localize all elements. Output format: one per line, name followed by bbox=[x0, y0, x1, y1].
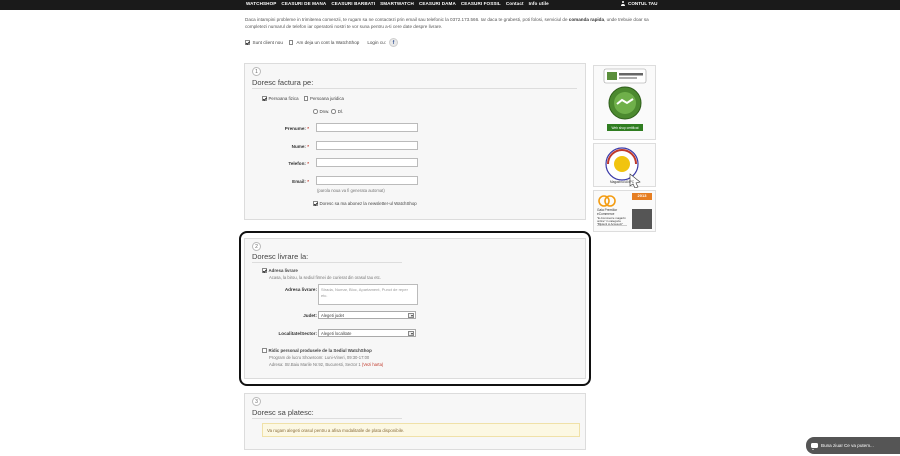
account-link[interactable] bbox=[621, 1, 657, 6]
pickup-address: Adresa: Str.Baiu Marile Nr.92, Bucuresti, Sector 1 bbox=[269, 362, 361, 367]
gpec-line2: eCommerce bbox=[597, 212, 615, 216]
nav-item-ceasuri-fossil[interactable]: CEASURI FOSSIL bbox=[460, 1, 501, 6]
payment-notice: Va rugam alegeti orasul pentru a afisa modalitatile de plata disponibile. bbox=[262, 423, 580, 437]
nav-item-ceasuri-de-mana[interactable]: CEASURI DE MANA bbox=[281, 1, 327, 6]
existing-account-label: Am deja un cont la WatchShop bbox=[296, 40, 360, 45]
address-hint: Acasa, la birou, la sediul firmei de curierat din orasul tau etc. bbox=[269, 275, 381, 280]
new-client-label: Sunt client nou bbox=[252, 40, 283, 45]
trusted-badge-label: Web shop certificat bbox=[611, 126, 639, 130]
persoana-juridica-checkbox[interactable] bbox=[304, 96, 309, 101]
nume-label bbox=[247, 144, 309, 149]
gpec-badge[interactable] bbox=[593, 190, 656, 232]
dl-radio[interactable] bbox=[331, 109, 336, 114]
dna-radio[interactable] bbox=[313, 109, 318, 114]
step-number: 2 bbox=[252, 242, 261, 251]
gpec-line1: Gala Premiilor bbox=[597, 208, 618, 212]
newsletter-label: Doresc sa ma abonez la newsletter-ul WatchShop bbox=[319, 201, 417, 206]
invoice-panel bbox=[244, 63, 586, 220]
nume-input[interactable] bbox=[316, 141, 418, 150]
nav-item-smartwatch[interactable]: SMARTWATCH bbox=[380, 1, 414, 6]
pickup-hours: Program de lucru Showroom: Luni-Vineri, 09:30-17:00 bbox=[269, 355, 370, 360]
anpc-badge-label: Magazinul ANPC bbox=[609, 180, 635, 184]
chat-bubble-icon bbox=[811, 443, 818, 448]
chat-label: Buna ziua! Ce va putem... bbox=[821, 443, 874, 448]
facebook-login-button[interactable]: f bbox=[389, 38, 398, 47]
county-value: Alegeti judet bbox=[321, 313, 345, 318]
title-radio-row bbox=[313, 109, 343, 114]
persoana-juridica-label: Persoana juridica bbox=[310, 96, 344, 101]
required-mark: * bbox=[307, 126, 309, 131]
map-link[interactable]: (Vezi harta) bbox=[361, 362, 384, 367]
gpec-quote: "E-Commerce magazin online" in categoria "Bijuterii si Accesorii" bbox=[597, 216, 626, 227]
intro-text-end: , unde trebuie doar sa completezi numarul de telefon iar operatorii nostri te vor suna pentru a-ti cere date despre livrare. bbox=[245, 17, 649, 29]
account-label: CONTUL TAU bbox=[628, 1, 658, 6]
county-label: Judet: bbox=[303, 313, 317, 318]
address-option-label: Adresa livrare bbox=[268, 268, 298, 273]
login-with-label: Login cu: bbox=[367, 40, 386, 45]
required-mark: * bbox=[307, 179, 309, 184]
prenume-label-text: Prenume: bbox=[284, 126, 306, 131]
telefon-label bbox=[247, 161, 309, 166]
newsletter-row bbox=[313, 201, 417, 206]
dl-label: Dl. bbox=[337, 109, 344, 114]
quick-order-link[interactable]: comanda rapida bbox=[568, 17, 605, 22]
nume-label-text: Nume: bbox=[291, 144, 306, 149]
city-value: Alegeti localitate bbox=[321, 331, 352, 336]
live-chat-button[interactable] bbox=[806, 437, 900, 454]
step-number: 3 bbox=[252, 397, 261, 406]
anpc-badge[interactable] bbox=[593, 143, 656, 187]
payment-panel bbox=[244, 393, 586, 450]
nav-item-ceasuri-dama[interactable]: CEASURI DAMA bbox=[418, 1, 456, 6]
person-type-row bbox=[262, 96, 344, 101]
intro-text bbox=[245, 17, 665, 30]
panel-title: Doresc livrare la: bbox=[252, 252, 309, 261]
prenume-input[interactable] bbox=[316, 123, 418, 132]
step-number: 1 bbox=[252, 67, 261, 76]
password-hint: (parola noua va fi generata automat) bbox=[317, 188, 385, 193]
email-label-text: Email: bbox=[292, 179, 306, 184]
panel-title: Doresc sa platesc: bbox=[252, 408, 314, 417]
newsletter-checkbox[interactable] bbox=[313, 201, 318, 206]
divider bbox=[252, 88, 577, 89]
persoana-fizica-label: Persoana fizica bbox=[268, 96, 299, 101]
address-textarea[interactable]: Strada, Numar, Bloc, Apartament, Punct de reper etc. bbox=[318, 284, 418, 305]
new-client-checkbox[interactable] bbox=[245, 40, 250, 45]
city-label: Localitate/Sector: bbox=[278, 331, 317, 336]
nav-item-info-utile[interactable]: Info utile bbox=[528, 1, 549, 6]
panel-title: Doresc factura pe: bbox=[252, 78, 314, 87]
gpec-year: 2013 bbox=[637, 193, 647, 198]
client-type-row bbox=[245, 38, 398, 47]
email-input[interactable] bbox=[316, 176, 418, 185]
prenume-label bbox=[247, 126, 309, 131]
nav-item-watchshop[interactable]: WATCHSHOP bbox=[246, 1, 277, 6]
highlight-frame bbox=[239, 231, 591, 386]
trusted-shop-badge[interactable] bbox=[593, 65, 656, 140]
telefon-label-text: Telefon: bbox=[288, 161, 306, 166]
nav-links bbox=[246, 1, 549, 6]
address-label: Adresa livrare: bbox=[284, 287, 317, 292]
required-mark: * bbox=[307, 144, 309, 149]
intro-text-start: Daca intampini probleme in trimiterea comenzii, te rugam sa ne contactezi prin email sau telefonic la 0372.173.566. Iar daca te grabesti, poti folosi, serviciul de bbox=[245, 17, 569, 22]
nav-item-contact[interactable]: Contact bbox=[505, 1, 524, 6]
user-icon bbox=[621, 1, 625, 6]
telefon-input[interactable] bbox=[316, 158, 418, 167]
divider bbox=[252, 418, 402, 419]
top-navigation bbox=[0, 0, 900, 10]
nav-item-ceasuri-barbati[interactable]: CEASURI BARBATI bbox=[331, 1, 376, 6]
email-label bbox=[247, 179, 309, 184]
dna-label: Dnw. bbox=[319, 109, 330, 114]
pickup-option-label: Ridic personal produsele de la Sediul WatchShop bbox=[268, 348, 372, 353]
persoana-fizica-checkbox[interactable] bbox=[262, 96, 267, 101]
required-mark: * bbox=[307, 161, 309, 166]
existing-account-checkbox[interactable] bbox=[289, 40, 294, 45]
